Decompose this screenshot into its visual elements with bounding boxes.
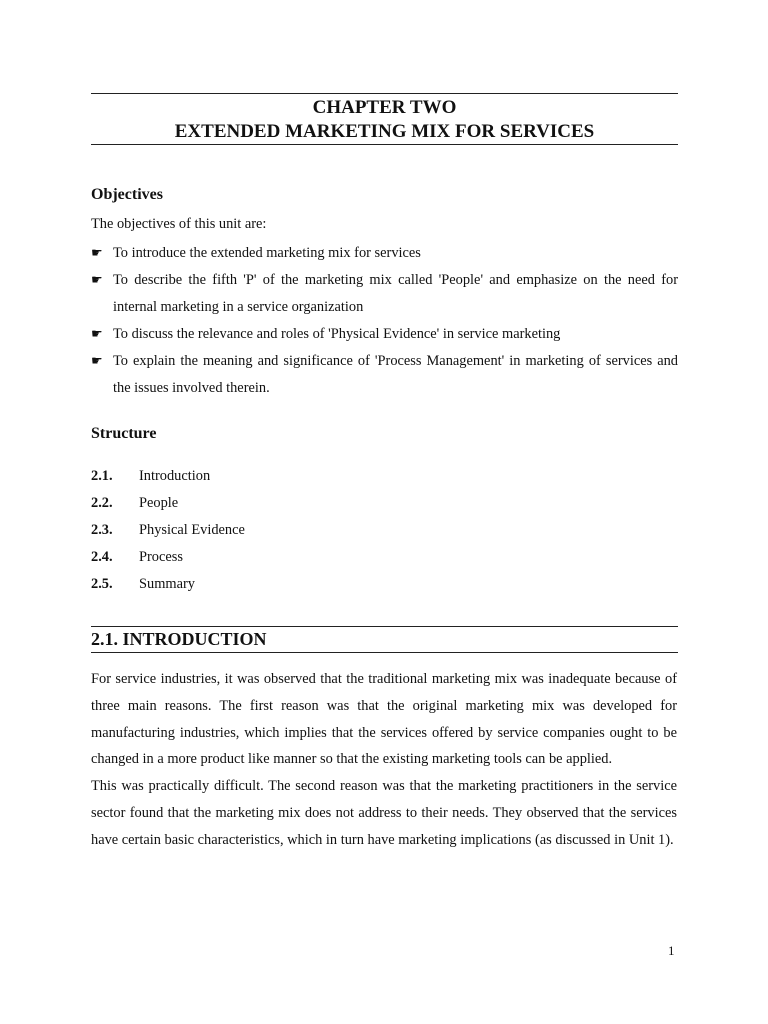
introduction-body xyxy=(91,666,677,854)
structure-item-number: 2.5. xyxy=(91,576,113,592)
pointing-hand-icon: ☛ xyxy=(91,246,103,261)
pointing-hand-icon: ☛ xyxy=(91,273,103,288)
objective-text: To describe the fifth 'P' of the marketing mix called 'People' and emphasize on the need for internal marketing in a service organization xyxy=(113,272,678,315)
structure-item-label: Physical Evidence xyxy=(139,522,245,538)
title-bottom-rule xyxy=(91,144,678,145)
objective-text: To explain the meaning and significance of 'Process Management' in marketing of services and the issues involved therein. xyxy=(113,353,678,396)
structure-item xyxy=(91,517,491,544)
structure-heading: Structure xyxy=(91,425,157,442)
top-rule xyxy=(91,93,678,94)
structure-item-label: Process xyxy=(139,549,183,565)
introduction-paragraph: This was practically difficult. The second reason was that the marketing practitioners in the service sector found that the marketing mix does not address to their needs. They observed that the services have certain basic characteristics, which in turn have marketing implications (as discussed in Unit 1). xyxy=(91,778,677,848)
objective-item xyxy=(91,240,678,267)
introduction-paragraph: For service industries, it was observed that the traditional marketing mix was inadequate because of three main reasons. The first reason was that the original marketing mix was developed for manufacturing industries, which implies that the services offered by service companies ought to be changed in a more product like manner so that the existing marketing tools can be applied. xyxy=(91,671,677,768)
objective-text: To discuss the relevance and roles of 'Physical Evidence' in service marketing xyxy=(113,326,561,342)
structure-item-label: People xyxy=(139,495,179,511)
structure-list xyxy=(91,463,491,598)
objective-text: To introduce the extended marketing mix for services xyxy=(113,245,421,261)
structure-item-number: 2.1. xyxy=(91,468,113,484)
objectives-heading: Objectives xyxy=(91,186,163,203)
pointing-hand-icon: ☛ xyxy=(91,327,103,342)
page-number: 1 xyxy=(668,943,675,958)
structure-item xyxy=(91,544,491,571)
chapter-title: EXTENDED MARKETING MIX FOR SERVICES xyxy=(174,121,595,142)
objective-item xyxy=(91,348,678,402)
objective-item xyxy=(91,267,678,321)
pointing-hand-icon: ☛ xyxy=(91,354,103,369)
structure-item xyxy=(91,463,491,490)
structure-item-number: 2.4. xyxy=(91,549,113,565)
structure-item xyxy=(91,490,491,517)
structure-item-label: Introduction xyxy=(139,468,211,484)
structure-item xyxy=(91,571,491,598)
structure-item-label: Summary xyxy=(139,576,195,592)
objective-item xyxy=(91,321,678,348)
section-bottom-rule xyxy=(91,652,678,653)
objectives-list xyxy=(91,240,678,402)
objectives-intro: The objectives of this unit are: xyxy=(91,216,267,232)
structure-item-number: 2.3. xyxy=(91,522,113,538)
structure-item-number: 2.2. xyxy=(91,495,113,511)
chapter-label: CHAPTER TWO xyxy=(312,97,457,118)
introduction-heading: 2.1. INTRODUCTION xyxy=(91,629,267,649)
